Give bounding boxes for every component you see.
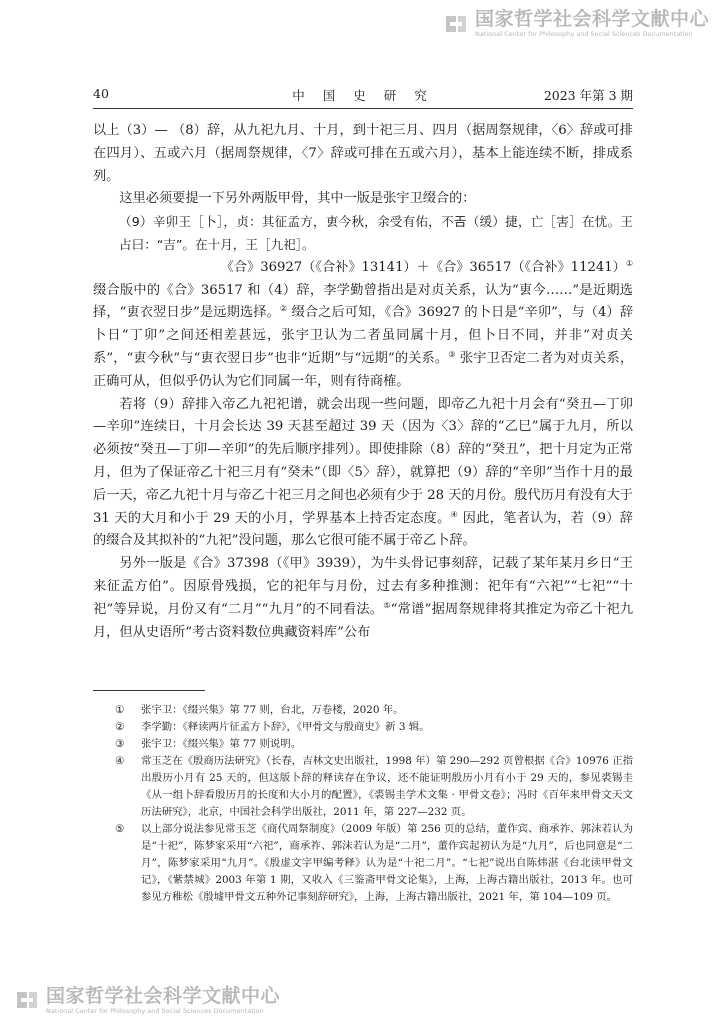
- paragraph-3-part-c: 张宇卫否定二者为对贞关系，正确可从，但似乎仍认为它们同属一年，则有待商榷。: [93, 350, 634, 389]
- footnote-mark: ⑤: [115, 823, 125, 835]
- running-header: [93, 86, 633, 104]
- paragraph-4-part-b: 因此，笔者认为，若（9）辞的缀合及其拟补的“九祀”没问题，那么它很可能不属于帝乙卜辞。: [93, 510, 633, 549]
- watermark-title: 国家哲学社会科学文献中心: [474, 8, 709, 30]
- paragraph-1: 以上（3）— （8）辞，从九祀九月、十月，到十祀三月、四月（据周祭规律，〈6〉辞或可排在四月）、五或六月（据周祭规律，〈7〉辞或可排在五或六月），基本上能连续不断，排成系列。: [93, 123, 633, 184]
- issue-label: 2023 年第 3 期: [543, 88, 633, 103]
- watermark-bottom: [14, 984, 281, 1015]
- paragraph-4-part-a: 若将（9）辞排入帝乙九祀祀谱，就会出现一些问题，即帝乙九祀十月会有“癸丑—丁卯—辛卯”连续日，十月会长达 39 天甚至超过 39 天（因为〈3〉辞的“乙巳”属于九月，所以必须按“癸丑—丁卯—辛卯”的先后顺序排列）。即使排除（8）辞的“癸丑”，把十月定为正常月，但为了保证帝乙十祀三月有“癸未”（即〈5〉辞），就算把（9）辞的“辛卯”当作十月的最后一天，帝乙九祀十月与帝乙十祀三月之间也必须有少于 28 天的月份。殷代历月有没有大于 31 天的大月和小于 29 天的小月，学界基本上持否定态度。: [93, 396, 633, 526]
- header-rule: [93, 108, 633, 109]
- footnotes: [115, 702, 633, 906]
- footnote-text: 张宇卫：《缀兴集》第 77 则，台北，万卷楼，2020 年。: [141, 704, 404, 716]
- footnote-mark: ④: [115, 755, 125, 767]
- footnote-text: 张宇卫：《缀兴集》第 77 则说明。: [141, 738, 302, 750]
- paragraph-3-part-a: 缀合版中的《合》36517 和（4）辞，李学勤曾指出是对贞关系，认为“叀今……”是近期选择，“叀衣翌日步”是远期选择。: [93, 282, 633, 321]
- paragraph-3: [93, 280, 633, 394]
- footnote-rule: [93, 690, 205, 691]
- footnote: [115, 736, 633, 753]
- footnote: [115, 702, 633, 719]
- footnote: [115, 821, 633, 906]
- paragraph-5-part-b: “常谱”据周祭规律将其推定为帝乙十祀九月，但从史语所“考古资料数位典藏资料库”公布: [93, 601, 634, 640]
- footnote-ref-5[interactable]: ⑤: [383, 600, 391, 610]
- watermark-subtitle: National Center for Philosophy and Social Sciences Documentation: [474, 30, 693, 38]
- footnote-ref-1[interactable]: ①: [625, 258, 633, 268]
- journal-title: 中 国 史 研 究: [292, 88, 434, 103]
- footnote-text: 李学勤：《释读两片征孟方卜辞》，《甲骨文与殷商史》新 3 辑。: [141, 721, 430, 733]
- footnote-mark: ②: [115, 721, 125, 733]
- footnote-ref-4[interactable]: ④: [450, 509, 459, 519]
- page-number: 40: [93, 86, 109, 101]
- footnote-ref-3[interactable]: ③: [448, 349, 456, 359]
- footnote: [115, 719, 633, 736]
- paragraph-2: 这里必须要提一下另外两版甲骨，其中一版是张宇卫缀合的：: [119, 191, 476, 207]
- footnote-ref-2[interactable]: ②: [279, 304, 288, 314]
- inscription-reference: [93, 257, 633, 280]
- reference-text: 《合》36927（《合补》13141）＋《合》36517（《合补》11241）: [220, 259, 626, 275]
- watermark-subtitle: National Center for Philosophy and Social Sciences Documentation: [46, 1006, 264, 1015]
- watermark-title: 国家哲学社会科学文献中心: [46, 984, 281, 1007]
- footnote-mark: ③: [115, 738, 125, 750]
- footnote: [115, 753, 633, 821]
- footnote-mark: ①: [115, 704, 125, 716]
- watermark-top: [443, 10, 709, 38]
- footnote-text: 以上部分说法参见常玉芝《商代周祭制度》（2009 年版）第 256 页的总结，董作宾、商承祚、郭沫若认为是“十祀”，陈梦家采用“六祀”，商承祚、郭沫若认为是“二月”，董作宾起初认为是“九月”，后也同意是“二月”，陈梦家采用“九月”。《殷虚文字甲编考释》认为是“十祀二月”。“七祀”说出自陈炜湛《台北读甲骨文记》，《紫禁城》2003 年第 1 期，又收入《三鉴斋甲骨文论集》，上海，上海古籍出版社，2013 年。也可参见方稚松《殷墟甲骨文五种外记事刻辞研究》，上海，上海古籍出版社，2021 年，第 104—109 页。: [141, 823, 633, 903]
- watermark-logo-icon: [14, 988, 40, 1012]
- paragraph-3-part-b: 缀合之后可知，《合》36927 的卜日是“辛卯”，与（4）辞卜日“丁卯”之间还相差甚远，张宇卫认为二者虽同属十月，但卜日不同，并非“对贞关系”，“叀今秋”与“叀衣翌日步”也非“近期”与“远期”的关系。: [93, 305, 634, 366]
- paragraph-4: [93, 394, 633, 554]
- paragraph-5-part-a: 另外一版是《合》37398（《甲》3939），为牛头骨记事刻辞，记载了某年某月乡日“王来征孟方伯”。因原骨残损，它的祀年与月份，过去有多种推测：祀年有“六祀”“七祀”“十祀”等异说，月份又有“二月”“九月”的不同看法。: [93, 556, 633, 617]
- body-text: [93, 120, 633, 644]
- footnote-text: 常玉芝在《殷商历法研究》（长春，吉林文史出版社，1998 年）第 290—292 页曾根据《合》10976 正指出殷历小月有 25 天的，但这版卜辞的释读存在争议，还不能证明殷历小月有小于 29 天的，参见裘锡圭《从一组卜辞看殷历月的长度和大小月的配置》，《裘锡圭学术文集 · 甲骨文卷》；冯时《百年来甲骨文天文历法研究》，北京，中国社会科学出版社，2011 年，第 227—232 页。: [141, 755, 633, 818]
- inscription-quote: （9）辛卯王［卜］，贞：其征孟方，叀今秋，余受有佑，不𢀛（缓）捷，亡［害］在忧。王占曰：“吉”。在十月，王［九祀］。: [119, 214, 633, 252]
- watermark-logo-icon: [443, 12, 469, 36]
- paragraph-5: [93, 553, 633, 644]
